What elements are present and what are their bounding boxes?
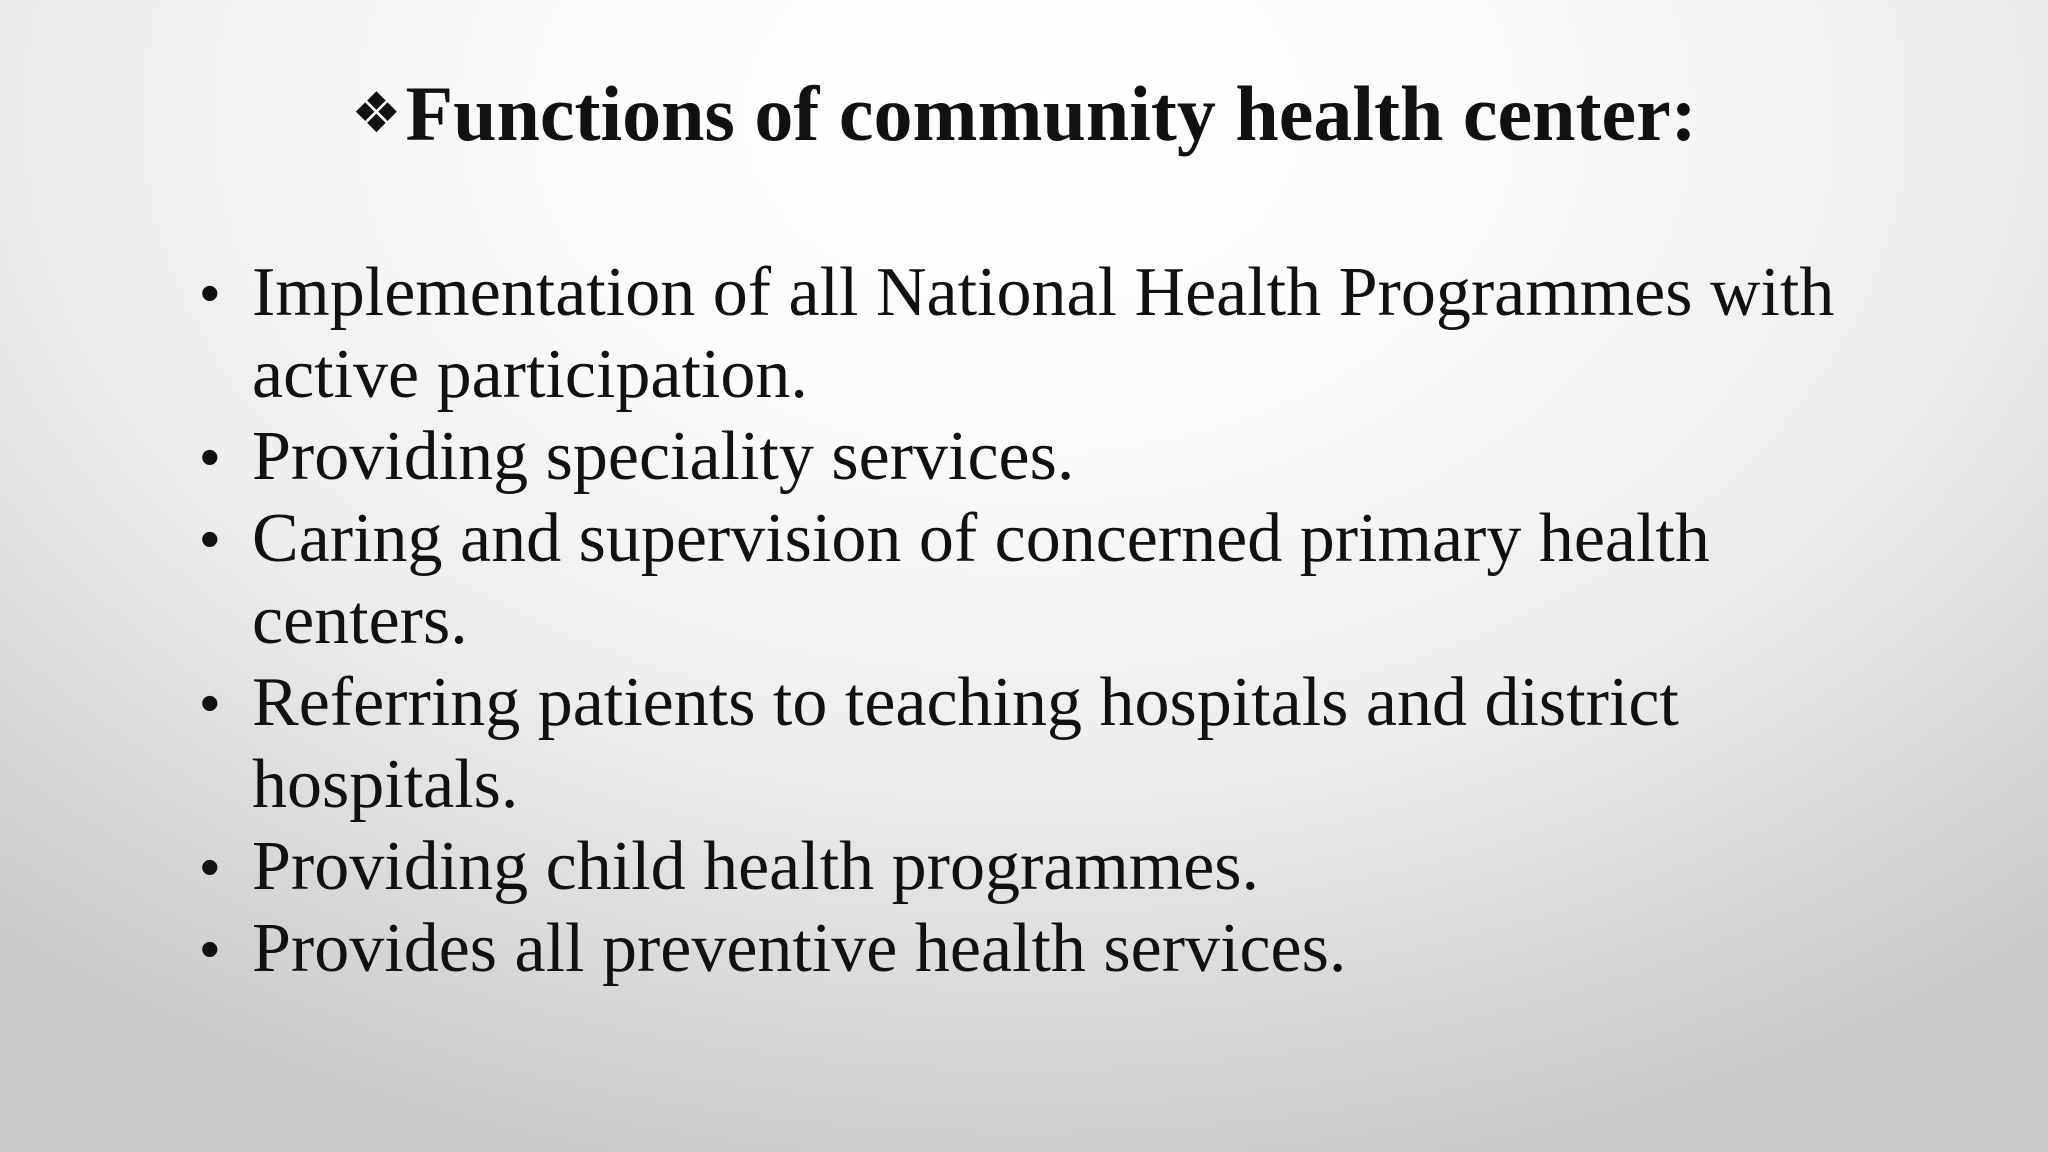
slide-title bbox=[0, 64, 2048, 164]
list-item bbox=[200, 662, 1850, 826]
list-item bbox=[200, 826, 1850, 908]
bullet-icon: • bbox=[200, 835, 220, 898]
bullet-list bbox=[200, 252, 1850, 990]
list-item-text: Providing child health programmes. bbox=[252, 828, 1260, 905]
list-item bbox=[200, 908, 1850, 990]
slide-title-text: Functions of community health center: bbox=[405, 70, 1697, 157]
list-item bbox=[200, 252, 1850, 416]
bullet-icon: • bbox=[200, 671, 220, 734]
list-item-text: Referring patients to teaching hospitals and district hospitals. bbox=[252, 664, 1679, 823]
list-item-text: Providing speciality services. bbox=[252, 418, 1075, 495]
list-item bbox=[200, 416, 1850, 498]
list-item-text: Caring and supervision of concerned primary health centers. bbox=[252, 500, 1710, 659]
list-item-text: Provides all preventive health services. bbox=[252, 910, 1347, 987]
bullet-icon: • bbox=[200, 261, 220, 324]
list-item-text: Implementation of all National Health Programmes with active participation. bbox=[252, 254, 1835, 413]
bullet-icon: • bbox=[200, 917, 220, 980]
diamond-bullet-icon: ❖ bbox=[351, 81, 402, 146]
bullet-icon: • bbox=[200, 425, 220, 488]
list-item bbox=[200, 498, 1850, 662]
bullet-icon: • bbox=[200, 507, 220, 570]
